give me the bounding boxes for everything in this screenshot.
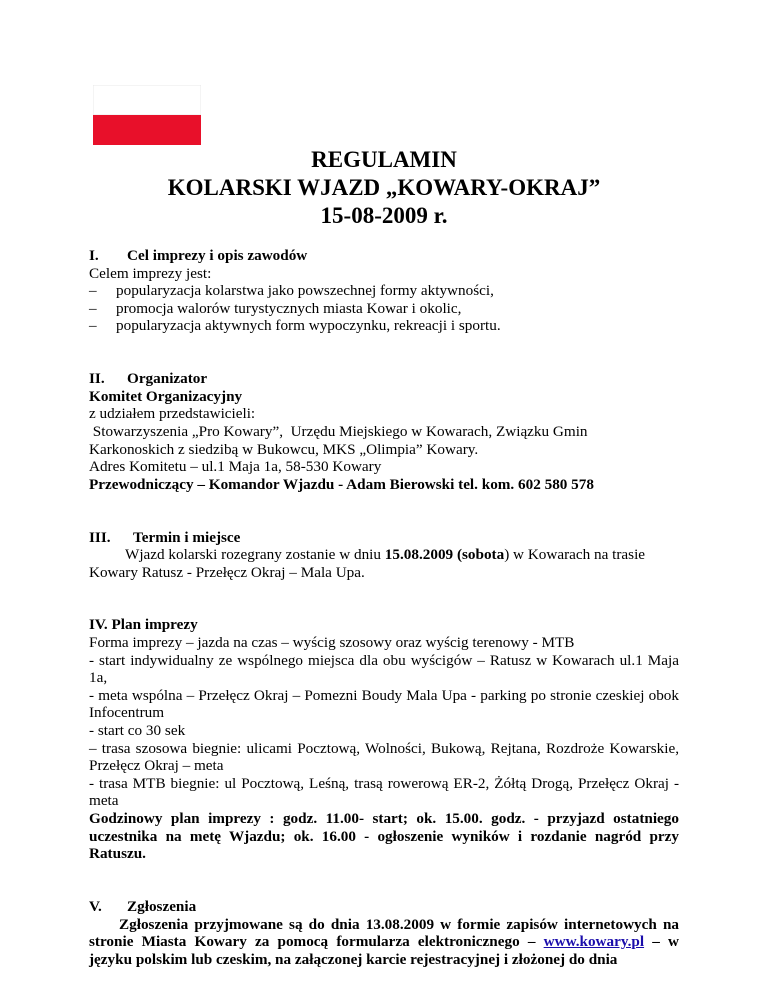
paragraph-line: Karkonoskich z siedzibą w Bukowcu, MKS „Olimpia” Kowary. xyxy=(89,440,479,458)
paragraph-line: - trasa MTB biegnie: ul Pocztową, Leśną, trasą rowerową ER-2, Żółtą Drogą, Przełęcz Okraj - meta xyxy=(89,774,679,810)
address-line: Adres Komitetu – ul.1 Maja 1a, 58-530 Kowary xyxy=(89,458,382,476)
list-item-text: popularyzacja kolarstwa jako powszechnej formy aktywności, xyxy=(116,282,494,300)
section-title: Cel imprezy i opis zawodów xyxy=(127,247,308,264)
paragraph-line: - start indywidualny ze wspólnego miejsca dla obu wyścigów – Ratusz w Kowarach ul.1 Maja 1a, xyxy=(89,651,679,687)
paragraph-line: Forma imprezy – jazda na czas – wyścig szosowy oraz wyścig terenowy - MTB xyxy=(89,634,575,652)
flag-white-stripe xyxy=(93,85,201,115)
title-regulamin: REGULAMIN xyxy=(311,147,457,172)
title-event-name: KOLARSKI WJAZD „KOWARY-OKRAJ” xyxy=(167,175,601,200)
list-item xyxy=(89,282,679,300)
list-item-text: promocja walorów turystycznych miasta Kowar i okolic, xyxy=(116,299,462,317)
paragraph-line xyxy=(89,546,679,564)
flag-red-stripe xyxy=(93,115,201,145)
paragraph-line: z udziałem przedstawicieli: xyxy=(89,405,256,423)
section-title: Organizator xyxy=(127,370,208,388)
section1-intro: Celem imprezy jest: xyxy=(89,264,212,282)
paragraph-line: - meta wspólna – Przełęcz Okraj – Pomezni Boudy Mala Upa - parking po stronie czeskiej obok Infocentrum xyxy=(89,686,679,722)
paragraph-line: Stowarzyszenia „Pro Kowary”, Urzędu Miejskiego w Kowarach, Związku Gmin xyxy=(89,422,588,440)
kowary-website-link[interactable]: www.kowary.pl xyxy=(543,933,645,951)
paragraph-line: - start co 30 sek xyxy=(89,722,186,740)
bullet-dash: – xyxy=(89,282,97,300)
section-heading-5 xyxy=(89,898,679,916)
section-title: Termin i miejsce xyxy=(133,528,241,546)
polish-flag xyxy=(93,85,201,145)
section-title: Zgłoszenia xyxy=(127,897,197,915)
title-date: 15-08-2009 r. xyxy=(320,203,448,228)
text-span: – w języku polskim lub czeskim, na załączonej karcie rejestracyjnej i złożonej do dnia xyxy=(89,933,680,968)
text-span: ) w Kowarach na trasie xyxy=(504,546,646,564)
bullet-dash: – xyxy=(89,299,97,317)
registration-paragraph xyxy=(89,916,679,969)
list-item-text: popularyzacja aktywnych form wypoczynku, rekreacji i sportu. xyxy=(116,317,501,335)
section-heading-4: IV. Plan imprezy xyxy=(89,616,198,634)
section-heading-3 xyxy=(89,529,679,547)
schedule-paragraph: Godzinowy plan imprezy : godz. 11.00- start; ok. 15.00. godz. - przyjazd ostatniego uczestnika na metę Wjazdu; ok. 16.00 - ogłoszenie wyników i rozdanie nagród przy Ratuszu. xyxy=(89,810,679,863)
list-item xyxy=(89,317,679,335)
section-heading-2 xyxy=(89,370,679,388)
document-body xyxy=(89,247,679,968)
section-heading-1 xyxy=(89,247,679,265)
committee-label: Komitet Organizacyjny xyxy=(89,387,243,405)
list-item xyxy=(89,300,679,318)
text-span: Wjazd kolarski rozegrany zostanie w dniu xyxy=(125,546,385,564)
chairman-line: Przewodniczący – Komandor Wjazdu - Adam Bierowski tel. kom. 602 580 578 xyxy=(89,475,594,493)
text-span: Zgłoszenia przyjmowane są do dnia 13.08.2009 w formie zapisów internetowych na stronie Miasta Kowary za pomocą formularza elektronicznego – xyxy=(89,915,679,951)
bullet-dash: – xyxy=(89,317,97,335)
paragraph-line: – trasa szosowa biegnie: ulicami Pocztową, Wolności, Bukową, Rejtana, Rozdroże Kowarskie, Przełęcz Okraj – meta xyxy=(89,739,679,775)
section-number: II. xyxy=(89,370,105,388)
paragraph-line: Kowary Ratusz - Przełęcz Okraj – Mala Upa. xyxy=(89,563,365,581)
section-number: I. xyxy=(89,247,99,264)
event-date: 15.08.2009 (sobota xyxy=(384,546,505,564)
section-number: V. xyxy=(89,897,102,915)
section-number: III. xyxy=(89,528,111,546)
